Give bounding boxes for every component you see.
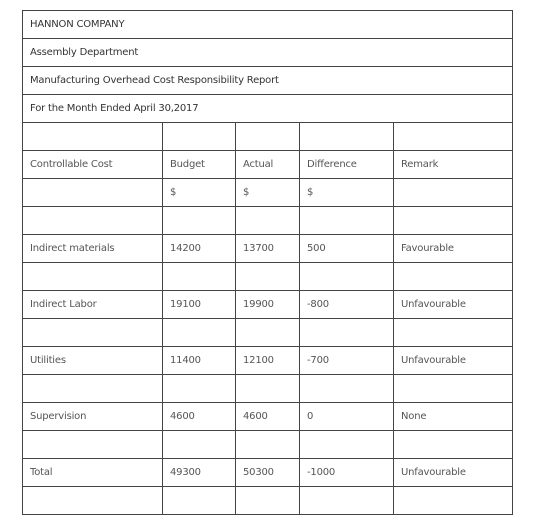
column-header-budget: Budget (163, 151, 236, 179)
table-row (23, 291, 513, 319)
period-row (23, 95, 513, 123)
blank-row (23, 487, 513, 515)
column-header-difference: Difference (300, 151, 394, 179)
budget-unit: $ (163, 179, 236, 207)
table-row (23, 403, 513, 431)
budget-value: 19100 (163, 291, 236, 319)
actual-value: 12100 (236, 347, 300, 375)
budget-value: 49300 (163, 459, 236, 487)
units-row (23, 179, 513, 207)
remark-value: None (394, 403, 513, 431)
column-header-remark: Remark (394, 151, 513, 179)
company-name: HANNON COMPANY (23, 11, 513, 39)
column-header-controllable-cost: Controllable Cost (23, 151, 163, 179)
department-row (23, 39, 513, 67)
difference-value: 0 (300, 403, 394, 431)
table-row (23, 347, 513, 375)
actual-value: 19900 (236, 291, 300, 319)
blank-row (23, 263, 513, 291)
title-row (23, 67, 513, 95)
budget-value: 11400 (163, 347, 236, 375)
department-name: Assembly Department (23, 39, 513, 67)
report-period: For the Month Ended April 30,2017 (23, 95, 513, 123)
difference-value: 500 (300, 235, 394, 263)
actual-value: 4600 (236, 403, 300, 431)
difference-value: -1000 (300, 459, 394, 487)
cost-name: Total (23, 459, 163, 487)
difference-value: -800 (300, 291, 394, 319)
blank-row (23, 319, 513, 347)
difference-value: -700 (300, 347, 394, 375)
blank-row (23, 375, 513, 403)
remark-value: Favourable (394, 235, 513, 263)
cost-name: Indirect materials (23, 235, 163, 263)
budget-value: 14200 (163, 235, 236, 263)
remark-value: Unfavourable (394, 291, 513, 319)
report-title: Manufacturing Overhead Cost Responsibility Report (23, 67, 513, 95)
blank-row (23, 431, 513, 459)
difference-unit: $ (300, 179, 394, 207)
actual-value: 13700 (236, 235, 300, 263)
budget-value: 4600 (163, 403, 236, 431)
company-row (23, 11, 513, 39)
cost-responsibility-report-table (22, 10, 513, 515)
column-header-actual: Actual (236, 151, 300, 179)
blank-row (23, 207, 513, 235)
cost-name: Indirect Labor (23, 291, 163, 319)
table-row (23, 235, 513, 263)
column-header-row (23, 151, 513, 179)
remark-value: Unfavourable (394, 459, 513, 487)
cost-name: Supervision (23, 403, 163, 431)
total-row (23, 459, 513, 487)
actual-value: 50300 (236, 459, 300, 487)
cost-name: Utilities (23, 347, 163, 375)
actual-unit: $ (236, 179, 300, 207)
remark-value: Unfavourable (394, 347, 513, 375)
blank-row (23, 123, 513, 151)
